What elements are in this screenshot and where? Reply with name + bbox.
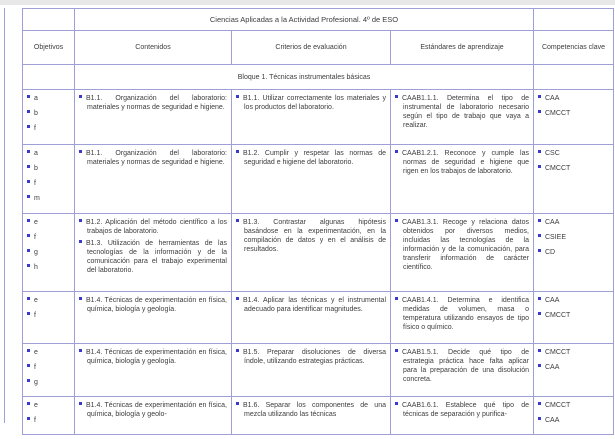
table-row	[23, 292, 614, 344]
objetivo-item-cell	[23, 214, 75, 292]
criterio-item-cell	[232, 145, 391, 214]
criterio-item-cell	[232, 214, 391, 292]
objetivo-item: a	[27, 94, 70, 103]
contenido-item: B1.1. Organización del laboratorio: materiales y normas de seguridad e higiene.	[79, 94, 227, 112]
blank-cell	[23, 65, 75, 90]
column-header-contenidos: Contenidos	[75, 31, 232, 65]
table-row	[23, 344, 614, 397]
table-row	[23, 397, 614, 435]
criterio-item-cell	[232, 397, 391, 435]
estandar-item: CAAB1.2.1. Reconoce y cumple las normas de seguridad e higiene que rigen en los trabajos de laboratorio.	[395, 149, 529, 176]
objetivo-item: a	[27, 149, 70, 158]
blank-cell	[534, 65, 614, 90]
cropped-table-edge	[4, 8, 5, 423]
curriculum-table-body	[23, 9, 614, 435]
objetivo-item: f	[27, 233, 70, 242]
contenido-item: B1.4. Técnicas de experimentación en física, química, biología y geolo-	[79, 401, 227, 419]
contenido-item: B1.4. Técnicas de experimentación en física, química, biología y geología.	[79, 348, 227, 366]
estandar-item-cell	[391, 344, 534, 397]
objetivo-item: f	[27, 124, 70, 133]
objetivo-item: e	[27, 296, 70, 305]
competencia-item: CD	[538, 248, 609, 257]
competencia-item: CAA	[538, 94, 609, 103]
blank-cell	[23, 9, 75, 31]
estandar-item-cell	[391, 145, 534, 214]
contenido-item-cell	[75, 145, 232, 214]
blank-cell	[534, 9, 614, 31]
objetivo-item: h	[27, 263, 70, 272]
contenido-item-cell	[75, 214, 232, 292]
competencia-item: CMCCT	[538, 164, 609, 173]
header-row	[23, 31, 614, 65]
estandar-item: CAAB1.1.1. Determina el tipo de instrumental de laboratorio necesario según el tipo de trabajo que vaya a realizar.	[395, 94, 529, 130]
block-header-row	[23, 65, 614, 90]
criterio-item-cell	[232, 90, 391, 145]
criterio-item: B1.6. Separar los componentes de una mezcla utilizando las técnicas	[236, 401, 386, 419]
contenido-item: B1.1. Organización del laboratorio: materiales y normas de seguridad e higiene.	[79, 149, 227, 167]
competencia-item: CMCCT	[538, 311, 609, 320]
objetivo-item-cell	[23, 90, 75, 145]
objetivo-item: e	[27, 218, 70, 227]
objetivo-item: f	[27, 416, 70, 425]
competencia-item: CAA	[538, 363, 609, 372]
objetivo-item-cell	[23, 145, 75, 214]
table-row	[23, 214, 614, 292]
table-row	[23, 145, 614, 214]
estandar-item: CAAB1.4.1. Determina e identifica medidas de volumen, masa o temperatura utilizando ensayos de tipo físico o químico.	[395, 296, 529, 332]
objetivo-item: b	[27, 164, 70, 173]
estandar-item-cell	[391, 397, 534, 435]
competencia-item-cell	[534, 90, 614, 145]
competencia-item: CAA	[538, 296, 609, 305]
competencia-item: CAA	[538, 218, 609, 227]
objetivo-item: e	[27, 348, 70, 357]
table-row	[23, 90, 614, 145]
objetivo-item-cell	[23, 292, 75, 344]
competencia-item-cell	[534, 344, 614, 397]
curriculum-table	[22, 8, 614, 435]
criterio-item: B1.2. Cumplir y respetar las normas de seguridad e higiene del laboratorio.	[236, 149, 386, 167]
competencia-item-cell	[534, 292, 614, 344]
block-header: Bloque 1. Técnicas instrumentales básicas	[75, 65, 534, 90]
criterio-item: B1.3. Contrastar algunas hipótesis basándose en la experimentación, en la compilación de datos y en el análisis de resultados.	[236, 218, 386, 254]
estandar-item: CAAB1.5.1. Decide qué tipo de estrategia práctica hace falta aplicar para la preparación de una disolución concreta.	[395, 348, 529, 384]
competencia-item-cell	[534, 214, 614, 292]
contenido-item: B1.2. Aplicación del método científico a los trabajos de laboratorio.	[79, 218, 227, 236]
column-header-objetivos: Objetivos	[23, 31, 75, 65]
contenido-item-cell	[75, 397, 232, 435]
estandar-item-cell	[391, 90, 534, 145]
objetivo-item-cell	[23, 397, 75, 435]
objetivo-item-cell	[23, 344, 75, 397]
criterio-item: B1.5. Preparar disoluciones de diversa índole, utilizando estrategias prácticas.	[236, 348, 386, 366]
competencia-item-cell	[534, 145, 614, 214]
estandar-item-cell	[391, 292, 534, 344]
objetivo-item: e	[27, 401, 70, 410]
column-header-estandares: Estándares de aprendizaje	[391, 31, 534, 65]
estandar-item-cell	[391, 214, 534, 292]
objetivo-item: f	[27, 179, 70, 188]
column-header-criterios: Criterios de evaluación	[232, 31, 391, 65]
contenido-item: B1.4. Técnicas de experimentación en física, química, biología y geología.	[79, 296, 227, 314]
objetivo-item: m	[27, 194, 70, 203]
competencia-item: CSIEE	[538, 233, 609, 242]
estandar-item: CAAB1.6.1. Establece qué tipo de técnicas de separación y purifica-	[395, 401, 529, 419]
objetivo-item: b	[27, 109, 70, 118]
competencia-item: CMCCT	[538, 401, 609, 410]
competencia-item: CAA	[538, 416, 609, 425]
contenido-item: B1.3. Utilización de herramientas de las tecnologías de la información y de la comunicación para el trabajo experimental del laboratorio.	[79, 239, 227, 275]
objetivo-item: g	[27, 378, 70, 387]
competencia-item: CMCCT	[538, 109, 609, 118]
column-header-competencias: Competencias clave	[534, 31, 614, 65]
criterio-item-cell	[232, 344, 391, 397]
criterio-item: B1.1. Utilizar correctamente los materiales y los productos del laboratorio.	[236, 94, 386, 112]
title-row	[23, 9, 614, 31]
objetivo-item: f	[27, 311, 70, 320]
contenido-item-cell	[75, 292, 232, 344]
competencia-item: CSC	[538, 149, 609, 158]
page-top-strip	[0, 0, 615, 5]
criterio-item-cell	[232, 292, 391, 344]
contenido-item-cell	[75, 90, 232, 145]
competencia-item: CMCCT	[538, 348, 609, 357]
estandar-item: CAAB1.3.1. Recoge y relaciona datos obtenidos por diversos medios, incluidas las tecnologías de la información y de la comunicación, para transferir información de carácter científico.	[395, 218, 529, 272]
competencia-item-cell	[534, 397, 614, 435]
table-title: Ciencias Aplicadas a la Actividad Profesional. 4º de ESO	[75, 9, 534, 31]
objetivo-item: g	[27, 248, 70, 257]
contenido-item-cell	[75, 344, 232, 397]
criterio-item: B1.4. Aplicar las técnicas y el instrumental adecuado para identificar magnitudes.	[236, 296, 386, 314]
objetivo-item: f	[27, 363, 70, 372]
